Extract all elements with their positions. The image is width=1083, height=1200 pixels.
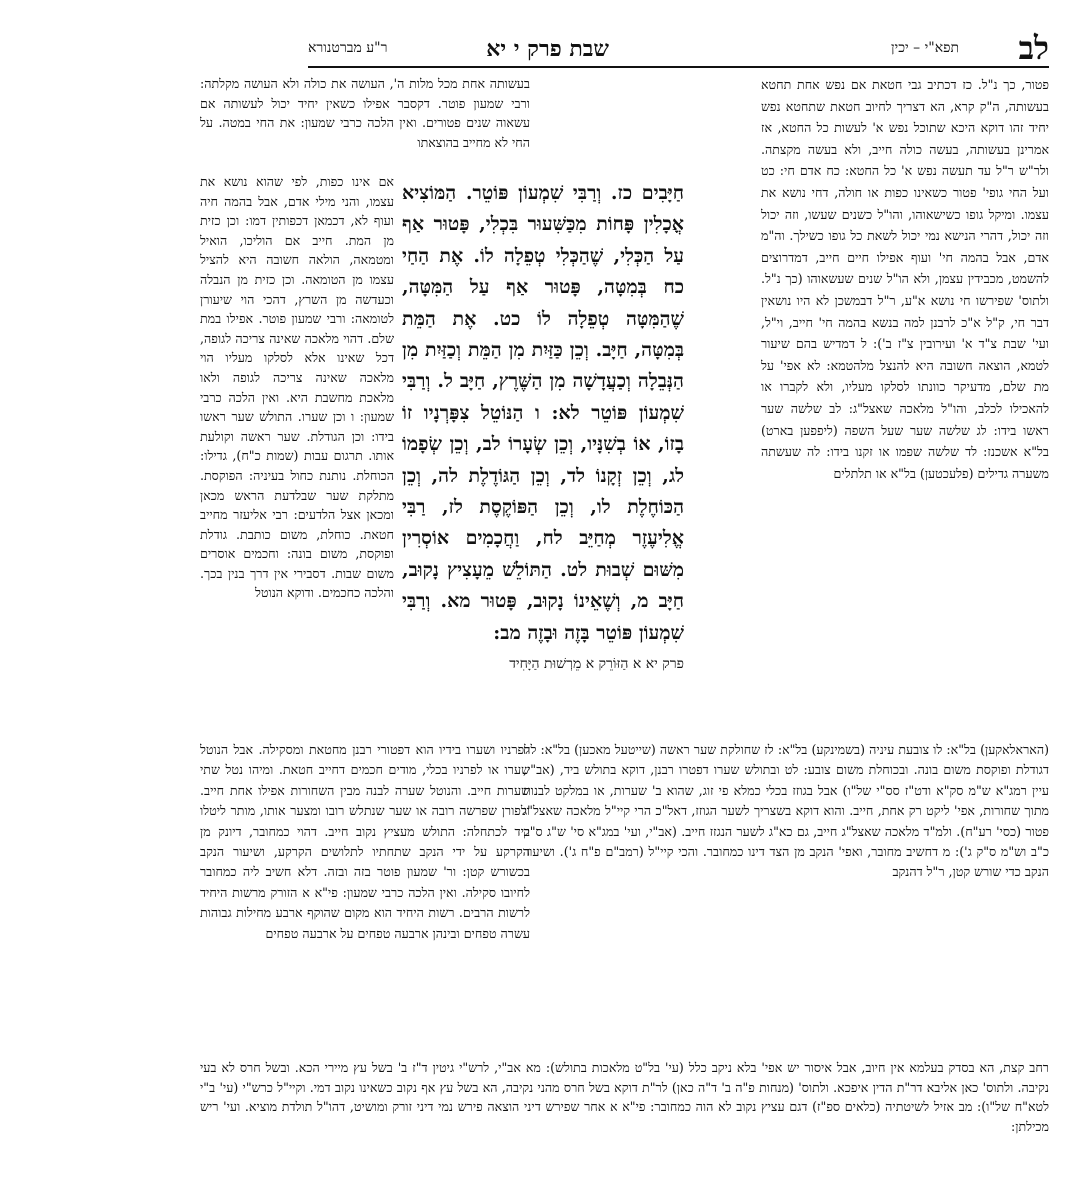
bartenura-left-text: אם אינו כפות, לפי שהוא נושא את עצמו, והני מילי אדם, אבל בהמה חיה ועוף לא, דכמאן דכפותין דמו: וכן כזית מן המת. חייב אם הוליכו, הואיל ומטמאה, הולאה חשובה היא להציל עצמו מן הטומאה. וכן כזית מן הנבלה וכעדשה מן השרץ, דהכי הוי שיעורן לטומאה: ורבי שמעון פוטר. אפילו במת שלם. דהוי מלאכה שאינה צריכה לגופה, דכל שאינו אלא לסלקו מעליו הוי מלאכה שאינה צריכה לגופה ולאו מלאכת מחשבת היא. ואין הלכה כרבי שמעון: ו וכן שערו. התולש שער ראשו בידו: וכן הגודלת. שער ראשה וקולעת אותו. תרגום עבות (שמות כ"ח), גדילו: הכוחלת. נותנת כחול בעיניה: הפוקסת. מתלקת שער שבלדעת הראש מכאן ומכאן אצל הלדעים: רבי אליעזר מחייב חטאת. כוחלת, משום כותבת. גודלת ופוקסת, משום בונה: וחכמים אוסרים משום שבות. דסבירי אין דרך בנין בכך. והלכה כחכמים. ודוקא הנוטל [200,174,394,601]
tiferet-yisrael-commentary-bottom [523,740,1049,1058]
page-header [308,30,1049,66]
bartenura-commentary-top [200,74,530,170]
bartenura-bottom-text: לפרניו ושערו בידיו הוא דפטורי רבנן מחטאת ומסקילה. אבל הנוטל שערו או לפרניו בכלי, מודים חכמים דחייב חטאת. ומיהו נטל שתי שערות חייב. והנוטל שערה לבנה מבין השחורות אפילו אחת חייב. ולפורן שפרשה רובה או שער שנתלש רובו ומצער אותו, מותר ליטלו ביד לכתחלה: התולש מעציץ נקוב חייב. דהוי כמחובר, דיונק מן הקרקע על ידי הנקב שתחתיו לתלושים הקרקע, ושיעור הנקב בכשורש קטן: ור' שמעון פוטר בזה ובזה. דלא חשיב ליה כמחובר לחיובו סקילה. ואין הלכה כרבי שמעון: פי"א א הזורק מרשות היחיד לרשות הרבים. רשות היחיד הוא מקום שהוקף ארבע מחילות גבוהות עשרה טפחים ובינהן ארבעה טפחים על ארבעה טפחים [200,742,530,941]
mishnah-text-column [402,178,684,738]
next-chapter-opening: פרק יא א הַזּוֹרֵק א מֵרְשׁוּת הַיָּחִיד [509,656,684,673]
tiferet-yisrael-commentary-top [761,74,1049,738]
footer-notes [200,1058,1049,1178]
bartenura-label: ר"ע מברטנורא [308,40,388,56]
bartenura-commentary-left [200,172,394,738]
bartenura-commentary-bottom [200,740,530,1058]
mishnah-text: חַיָּבִים כז. וְרַבִּי שִׁמְעוֹן פּוֹטֵר. הַמּוֹצִיא אֳכָלִין פָּחוֹת מִכַּשִּׁעוּר בִּכְלִי, פָּטוּר אַף עַל הַכְּלִי, שֶׁהַכְּלִי טְפֵלָה לוֹ. אֶת הַחַי כח בְּמִטָּה, פָּטוּר אַף עַל הַמִּטָּה, שֶׁהַמִּטָּה טְפֵלָה לוֹ כט. אֶת הַמֵּת בְּמִטָּה, חַיָּב. וְכֵן כַּזַּיִת מִן הַמֵּת וְכַזַּיִת מִן הַנְּבֵלָה וְכַעֲדָשָׁה מִן הַשֶּׁרֶץ, חַיָּב ל. וְרַבִּי שִׁמְעוֹן פּוֹטֵר לא: ו הַנּוֹטֵל צִפָּרְנָיו זוֹ בָזוֹ, אוֹ בְשִׁנָּיו, וְכֵן שְׂעָרוֹ לב, וְכֵן שְׂפָמוֹ לג, וְכֵן זְקָנוֹ לד, וְכֵן הַגּוֹדֶלֶת לה, וְכֵן הַכּוֹחֶלֶת לו, וְכֵן הַפּוֹקֶסֶת לז, רַבִּי אֱלִיעֶזֶר מְחַיֵּב לח, וַחֲכָמִים אוֹסְרִין מִשּׁוּם שְׁבוּת לט. הַתּוֹלֵשׁ מֵעָצִיץ נָקוּב, חַיָּב מ, וְשֶׁאֵינוֹ נָקוּב, פָּטוּר מא. וְרַבִּי שִׁמְעוֹן פּוֹטֵר בָּזֶה וּבָזֶה מב: [402,182,684,644]
footer-notes-text: רחב קצת, הא בסדק בעלמא אין חיוב, אבל איסור יש אפי' בלא ניקב כלל (עי' בל"ט מלאכות בתולש): מא אב"י, לרש"י גיטין ד"ז ב' בשל עץ מיירי הכא. ובשל חרס לא בעי נקיבה. ולתוס' כאן אליבא דר"ת הדין איפכא. ולתוס' (מנחות פ"ה ב' ד"ה כאן) לר"ת דוקא בשל חרס מהני נקיבה, הא בשל עץ אף נקוב כשאינו נקוב דמי. וקיי"ל כרש"י (עי' ב"י לטא"ח של"ו): מב אזיל לשיטתיה (כלאים ספ"ז) דגם עציץ נקוב לא הוה כמחובר: פי"א א אחר שפירש דיני הוצאה פירש נמי דיני זורק ומושיט, דהו"ל תולדת מוציא. ועי' ריש מכילתן: [200,1060,1049,1134]
tiferet-label: תפא"י – יכין [890,40,959,56]
tiferet-bottom-text: (האראלאקען) בל"א: לו צובעת עיניה (בשמינקע) בל"א: לז שחולקת שער ראשה (שייטעל מאכען) בל"א: לח דגודלת ופוקסת משום בונה. ובכוחלת משום צובע: לט ובתולש שערו דפטרו רבנן, דוקא בתולש ביד, (אב"י, עיין רמג"א ש"מ סק"א ודט"ז סס"י של"ו) אבל בגוזז בכלי כמלא פי זוג, שהוא ב' שערות, או במלקט לבנות מתוך שחורות, אפי' ליקט רק אחת, חייב. והוא דוקא בשצריך לשער הגוזז, דאל"כ הרי קיי"ל מלאכה שאצל"ג פטור (כסי' רע"ח). ולמ"ד מלאכה שאצל"ג חייב, גם כא"ג לשער הנגזז חייב. (אב"י, ועי' במג"א סי' ש"ג ס"ק כ"ב וש"מ ס"ק ג'): מ דחשיב מחובר, ואפי' הנקב מן הצד דינו כמחובר. והכי קיי"ל (רמב"ם פ"ח ג'). ושיעור הנקב כדי שורש קטן, ר"ל דהנקב [523,742,1049,880]
page-title: שבת פרק י יא [486,36,609,62]
header-rule [308,66,1049,68]
page-number: לב [1018,29,1049,67]
bartenura-top-text: בעשותה אחת מכל מלות ה', העושה את כולה ולא העושה מקלתה: ורבי שמעון פוטר. דקסבר אפילו כשאין יחיד יכול לעשותה אם עשאוה שנים פטורים. ואין הלכה כרבי שמעון: את החי במטה. על החי לא מחייב בהוצאתו [200,76,530,150]
tiferet-top-text: פטור, כך נ"ל. כז דכתיב גבי חטאת אם נפש אחת תחטא בעשותה, ה"ק קרא, הא דצריך לחיוב חטאת שתחטא נפש יחיד זהו דוקא היכא שתוכל נפש א' לעשות כל החטא, אז אמרינן בעשותה, בעשה כולה חייב, ולא בעשה מקצתה. ולר"ש ר"ל עד תעשה נפש א' כל החטא: כח אדם חי: כט ועל החי גופי' פטור כשאינו כפות או חולה, דחי נושא את עצמו. ומיקל גופו כשישאוהו, והו"ל כשנים שעשו, וזה יכול וזה יכול, דהרי הנישא נמי יכול לשאת כל גופו כשילך. וה"מ אדם, אבל בהמה חי' ועוף אפילו חיים חייב, דמדרוצים להשמט, מכבידין עצמן, ולא הו"ל שנים שעשאוהו (כך נ"ל. ולתוס' שפירשו חי נושא א"ע, ר"ל דבמשכן לא היו נושאין דבר חי, ק"ל א"כ לרבנן למה בנשא בהמה חי' חייב, וי"ל, ועי' שבת צ"ד א' ועירובין צ"ז ב'): ל דמדיש בהם שיעור לטמא, הוצאה חשובה היא להנצל מלהטמא: לא אפי' על מת שלם, מדעיקר כוונתו לסלקו מעליו, ולא לקברו או להאכילו לכלב, והו"ל מלאכה שאצל"ג: לב שלשה שער ראשו בידו: לג שלשה שער שעל השפה (ליפפען בארט) בל"א אשכנז: לד שלשה שפמו או זקנו בידו: לה שעשתה משערה גדילים (פלעכטען) בל"א או תלתלים [761,77,1049,481]
